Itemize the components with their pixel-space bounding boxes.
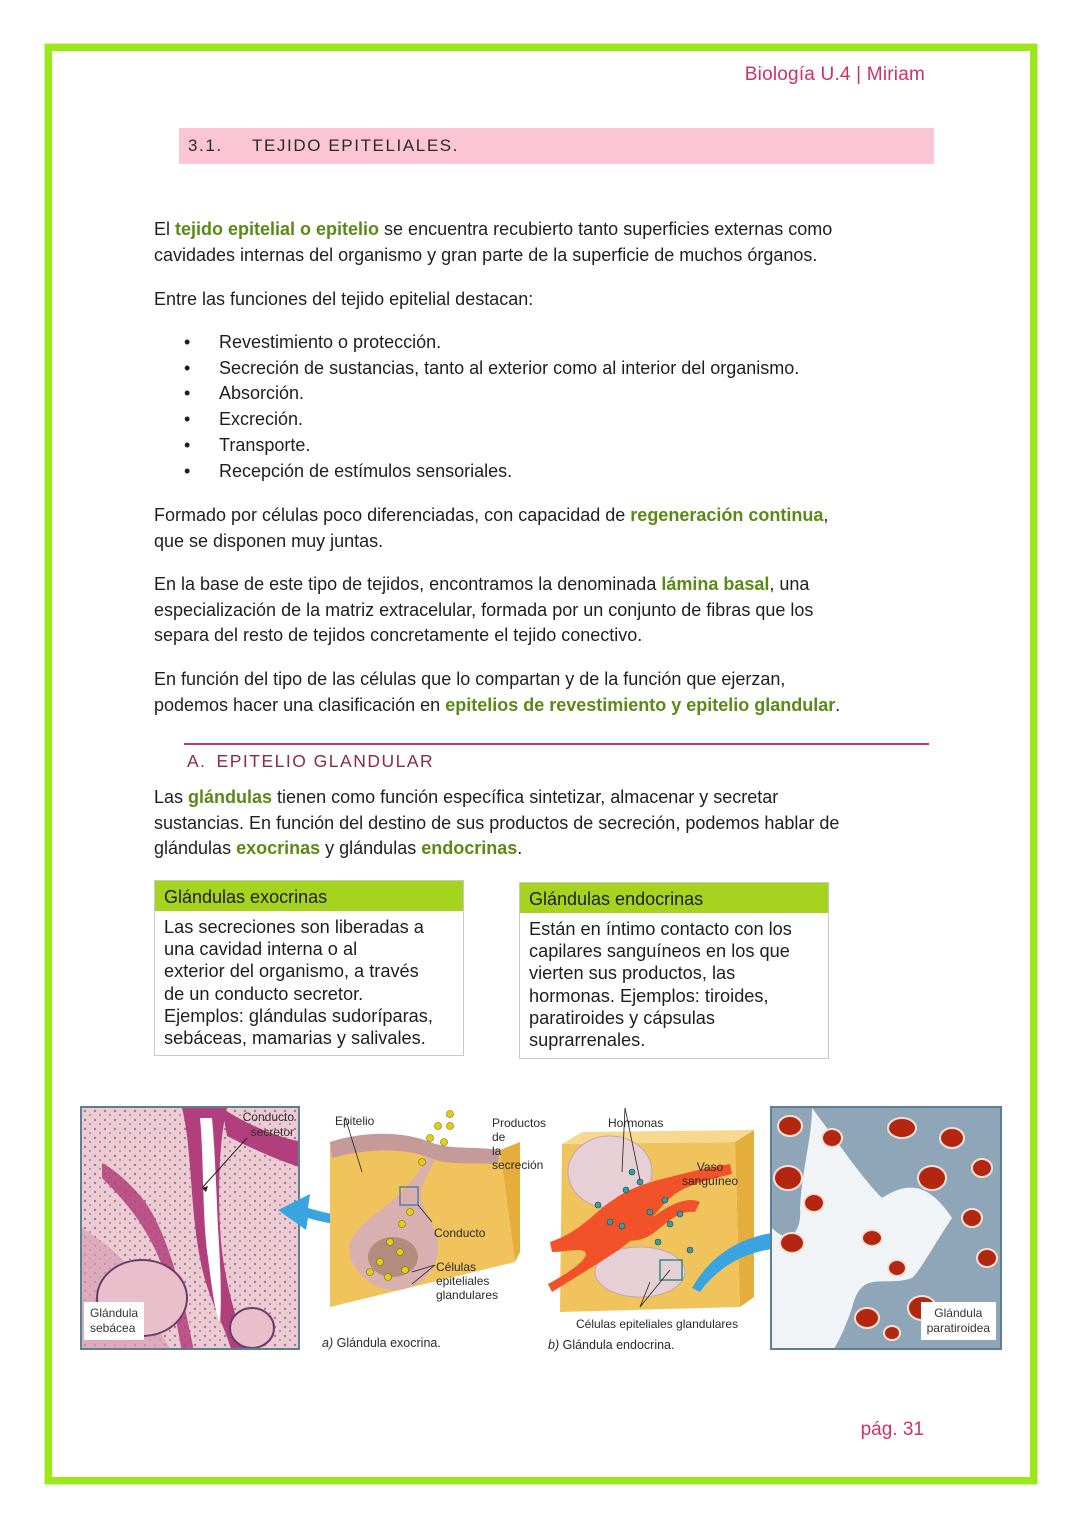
exocrine-box-title: Glándulas exocrinas: [155, 881, 463, 911]
endocrine-caption: b) Glándula endocrina.: [548, 1338, 675, 1352]
subheading-rule: [184, 743, 929, 745]
subsection-title: EPITELIO GLANDULAR: [216, 751, 435, 771]
endocrine-box: [519, 882, 829, 1059]
lamina-basal-paragraph: En la base de este tipo de tejidos, encontramos la denominada lámina basal, una especialización de la matriz extracelular, formada por un conjunto de fibras que los separa del resto de tejidos concretamente el tejido conectivo.: [154, 574, 814, 646]
functions-intro: Entre las funciones del tejido epitelial destacan:: [154, 289, 534, 309]
list-item: • Absorción.: [184, 381, 799, 407]
keyword-endocrinas: endocrinas: [421, 838, 518, 859]
glandula-sebacea-label: Glándula sebácea: [84, 1302, 144, 1340]
keyword-exocrinas: exocrinas: [236, 838, 321, 859]
epitelio-label: Epitelio: [335, 1114, 375, 1128]
endocrine-box-body: Están en íntimo contacto con los capilares sanguíneos en los que vierten sus productos, las hormonas. Ejemplos: tiroides, paratiroides y cápsulas suprarrenales.: [529, 919, 792, 1051]
productos-label: Productos de la secreción: [492, 1116, 547, 1172]
parathyroid-micrograph: [770, 1106, 1002, 1350]
page-number: pág. 31: [860, 1419, 924, 1440]
list-item: • Revestimiento o protección.: [184, 330, 799, 356]
gland-figure: [78, 1102, 1008, 1360]
section-number: 3.1.: [188, 136, 223, 155]
list-item: • Transporte.: [184, 433, 799, 459]
exocrine-box: [154, 880, 464, 1056]
list-item: • Recepción de estímulos sensoriales.: [184, 459, 799, 485]
section-title: TEJIDO EPITELIALES.: [252, 136, 460, 155]
regeneration-paragraph: Formado por células poco diferenciadas, con capacidad de regeneración continua, que se disponen muy juntas.: [154, 505, 829, 551]
intro-paragraph: El tejido epitelial o epitelio se encuentra recubierto tanto superficies externas como cavidades internas del organismo y gran parte de la superficie de muchos órganos.: [154, 219, 833, 265]
subsection-letter: A.: [187, 751, 207, 771]
section-heading: [179, 128, 934, 164]
list-item: • Excreción.: [184, 407, 799, 433]
vaso-sanguineo-label: Vaso sanguíneo: [682, 1160, 739, 1188]
celulas-epiteliales-label: Células epiteliales glandulares: [436, 1260, 499, 1302]
exocrine-diagram: [310, 1102, 547, 1360]
functions-list: [184, 330, 799, 484]
exocrine-box-body: Las secreciones son liberadas a una cavidad interna o al exterior del organismo, a través de un conducto secretor. Ejemplos: glándulas sudoríparas, sebáceas, mamarias y salivales.: [164, 917, 433, 1049]
endocrine-box-title: Glándulas endocrinas: [520, 883, 828, 913]
glandula-paratiroidea-label: Glándula paratiroidea: [921, 1302, 996, 1340]
keyword-lamina-basal: lámina basal: [661, 574, 770, 594]
keyword-tejido-epitelial: tejido epitelial o epitelio: [175, 219, 380, 239]
running-head: Biología U.4 | Miriam: [744, 64, 925, 85]
classification-paragraph: En función del tipo de las células que lo compartan y de la función que ejerzan, podemos hacer una clasificación en epitelios de revestimiento y epitelio glandular.: [154, 669, 841, 715]
list-item: • Secreción de sustancias, tanto al exterior como al interior del organismo.: [184, 356, 799, 382]
celulas-endocrinas-label: Células epiteliales glandulares: [576, 1317, 739, 1331]
sebaceous-gland-micrograph: [80, 1106, 300, 1350]
glandulas-paragraph: Las glándulas tienen como función específica sintetizar, almacenar y secretar sustancias. En función del destino de sus productos de secreción, podemos hablar de glándulas exocrinas y glándulas endocrinas.: [154, 787, 840, 859]
conducto-label: Conducto: [434, 1226, 486, 1240]
keyword-glandulas: glándulas: [188, 787, 273, 807]
exocrine-caption: a) Glándula exocrina.: [322, 1336, 441, 1350]
hormonas-label: Hormonas: [608, 1116, 664, 1130]
subsection-heading: [187, 751, 434, 772]
keyword-regeneracion: regeneración continua: [630, 505, 824, 525]
keyword-classification: epitelios de revestimiento y epitelio glandular: [445, 694, 836, 715]
conducto-secretor-label: Conducto secretor: [242, 1110, 294, 1139]
